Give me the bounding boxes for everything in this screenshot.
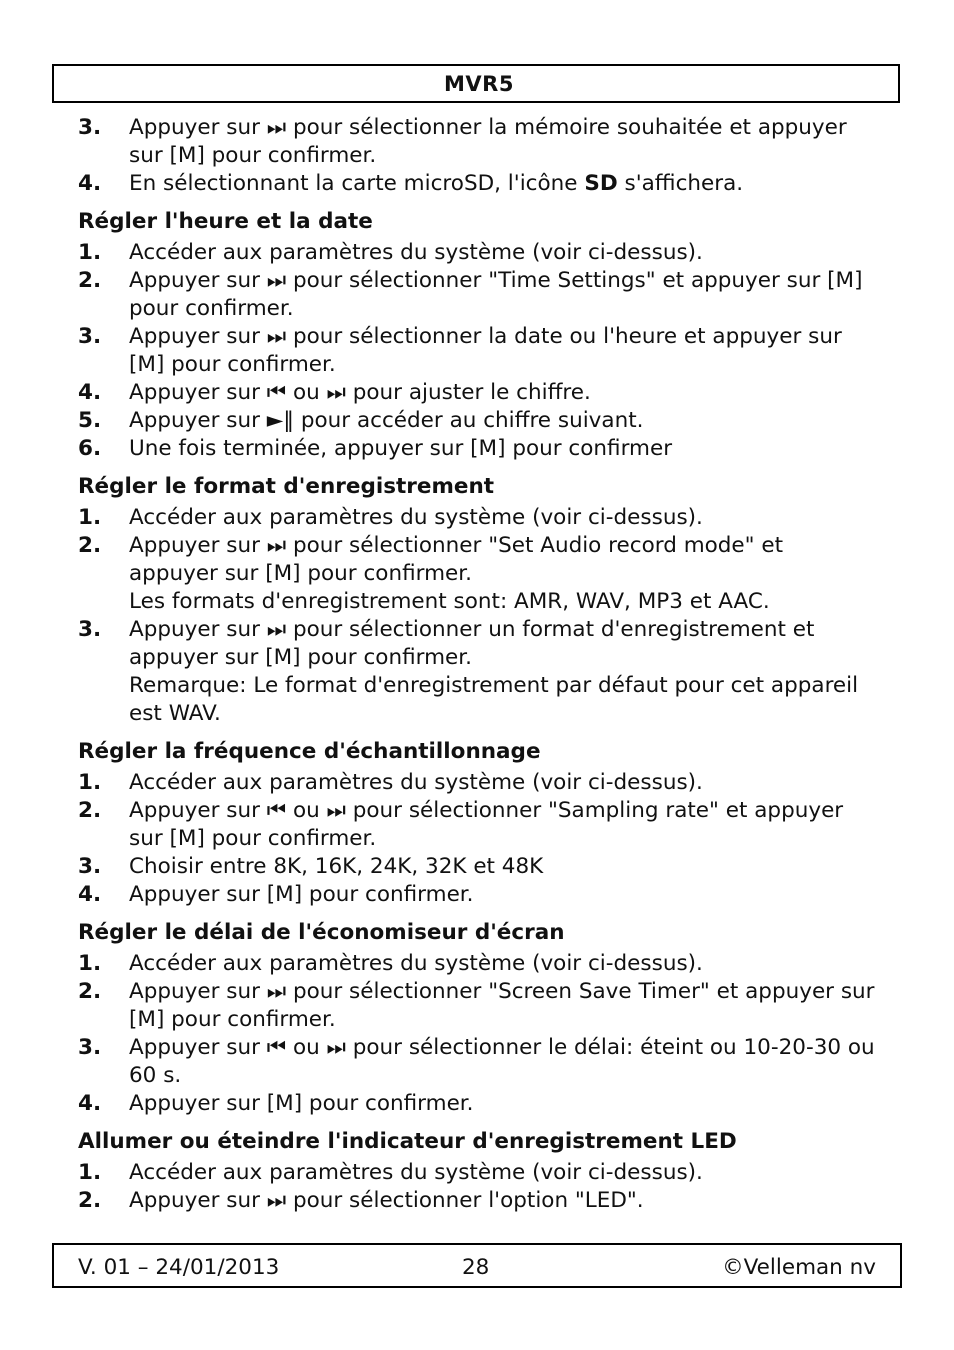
step-number: 1. — [78, 1160, 102, 1185]
step-line: Accéder aux paramètres du système (voir ci-dessus). — [129, 951, 703, 976]
list-item — [78, 1090, 878, 1118]
step-text — [129, 504, 878, 532]
step-number: 3. — [78, 115, 102, 140]
step-line: Appuyer sur ⏭ pour sélectionner l'option "LED". — [129, 1188, 644, 1213]
list-item — [78, 616, 878, 728]
section-heading: Régler la fréquence d'échantillonnage — [78, 739, 541, 764]
step-line: Appuyer sur ⏭ pour sélectionner la date ou l'heure et appuyer sur [M] pour confirmer. — [129, 324, 842, 377]
step-line: Appuyer sur ⏮ ou ⏭ pour ajuster le chiffre. — [129, 380, 591, 405]
list-item — [78, 769, 878, 797]
step-line: Appuyer sur ⏮ ou ⏭ pour sélectionner "Sampling rate" et appuyer sur [M] pour confirmer. — [129, 798, 844, 851]
step-text-part: s'affichera. — [617, 171, 744, 196]
list-item — [78, 323, 878, 379]
step-text — [129, 1034, 878, 1090]
step-text — [129, 1159, 878, 1187]
step-text — [129, 797, 878, 853]
step-line: Accéder aux paramètres du système (voir ci-dessus). — [129, 1160, 703, 1185]
list-item — [78, 170, 878, 198]
list-item — [78, 797, 878, 853]
section-heading: Allumer ou éteindre l'indicateur d'enregistrement LED — [78, 1129, 737, 1154]
list-item — [78, 853, 878, 881]
step-number: 2. — [78, 1188, 102, 1213]
step-line: Appuyer sur ⏮ ou ⏭ pour sélectionner le délai: éteint ou 10-20-30 ou 60 s. — [129, 1035, 875, 1088]
step-number: 4. — [78, 1091, 102, 1116]
step-line: Une fois terminée, appuyer sur [M] pour confirmer — [129, 436, 673, 461]
step-line: Appuyer sur ►‖ pour accéder au chiffre suivant. — [129, 408, 644, 433]
step-text — [129, 114, 878, 170]
footer-version: V. 01 – 24/01/2013 — [78, 1255, 280, 1280]
section-heading: Régler le format d'enregistrement — [78, 474, 495, 499]
section-heading: Régler le délai de l'économiseur d'écran — [78, 920, 565, 945]
step-text — [129, 978, 878, 1034]
list-item — [78, 950, 878, 978]
list-item — [78, 504, 878, 532]
header-box — [52, 64, 900, 103]
step-line: Appuyer sur ⏭ pour sélectionner un format d'enregistrement et appuyer sur [M] pour confirmer. — [129, 617, 815, 670]
step-text — [129, 407, 878, 435]
step-line: Appuyer sur ⏭ pour sélectionner "Screen Save Timer" et appuyer sur [M] pour confirmer. — [129, 979, 875, 1032]
step-line: Appuyer sur [M] pour confirmer. — [129, 1091, 474, 1116]
step-number: 1. — [78, 505, 102, 530]
step-line: Accéder aux paramètres du système (voir ci-dessus). — [129, 505, 703, 530]
step-text — [129, 853, 878, 881]
list-item — [78, 407, 878, 435]
step-text — [129, 1187, 878, 1215]
list-item — [78, 114, 878, 170]
step-note: Les formats d'enregistrement sont: AMR, WAV, MP3 et AAC. — [129, 589, 770, 614]
step-number: 4. — [78, 882, 102, 907]
list-item — [78, 267, 878, 323]
step-note: Remarque: Le format d'enregistrement par défaut pour cet appareil est WAV. — [129, 673, 859, 726]
footer-box — [52, 1243, 902, 1288]
step-line: Appuyer sur [M] pour confirmer. — [129, 882, 474, 907]
step-number: 1. — [78, 240, 102, 265]
step-number: 3. — [78, 1035, 102, 1060]
step-number: 6. — [78, 436, 102, 461]
step-text-part: En sélectionnant la carte microSD, l'icône — [129, 171, 585, 196]
step-number: 3. — [78, 324, 102, 349]
step-line: Appuyer sur ⏭ pour sélectionner "Time Settings" et appuyer sur [M] pour confirmer. — [129, 268, 863, 321]
step-number: 1. — [78, 770, 102, 795]
list-item — [78, 978, 878, 1034]
footer-page-number: 28 — [462, 1255, 490, 1280]
list-item — [78, 532, 878, 616]
step-text — [129, 323, 878, 379]
step-text — [129, 267, 878, 323]
list-item — [78, 1187, 878, 1215]
step-text — [129, 435, 878, 463]
step-text — [129, 616, 878, 728]
step-text — [129, 769, 878, 797]
step-number: 2. — [78, 533, 102, 558]
footer-copyright: ©Velleman nv — [722, 1255, 876, 1280]
step-line: Accéder aux paramètres du système (voir ci-dessus). — [129, 770, 703, 795]
manual-content — [78, 114, 878, 1215]
list-item — [78, 1159, 878, 1187]
step-number: 2. — [78, 979, 102, 1004]
step-text — [129, 532, 878, 616]
list-item — [78, 379, 878, 407]
step-text — [129, 881, 878, 909]
step-line: Accéder aux paramètres du système (voir ci-dessus). — [129, 240, 703, 265]
list-item — [78, 239, 878, 267]
list-item — [78, 435, 878, 463]
step-number: 4. — [78, 380, 102, 405]
step-line: Appuyer sur ⏭ pour sélectionner "Set Audio record mode" et appuyer sur [M] pour confirmer. — [129, 533, 784, 586]
step-number: 2. — [78, 798, 102, 823]
step-number: 5. — [78, 408, 102, 433]
section-heading: Régler l'heure et la date — [78, 209, 373, 234]
step-line: Appuyer sur ⏭ pour sélectionner la mémoire souhaitée et appuyer sur [M] pour confirmer. — [129, 115, 847, 168]
list-item — [78, 881, 878, 909]
step-line: Choisir entre 8K, 16K, 24K, 32K et 48K — [129, 854, 544, 879]
step-text — [129, 379, 878, 407]
step-text — [129, 239, 878, 267]
step-number: 2. — [78, 268, 102, 293]
sd-icon-label: SD — [584, 171, 618, 196]
list-item — [78, 1034, 878, 1090]
document-title: MVR5 — [444, 71, 514, 96]
step-number: 1. — [78, 951, 102, 976]
step-number: 3. — [78, 617, 102, 642]
step-text — [129, 1090, 878, 1118]
step-text — [129, 170, 878, 198]
step-text — [129, 950, 878, 978]
step-number: 3. — [78, 854, 102, 879]
step-number: 4. — [78, 171, 102, 196]
